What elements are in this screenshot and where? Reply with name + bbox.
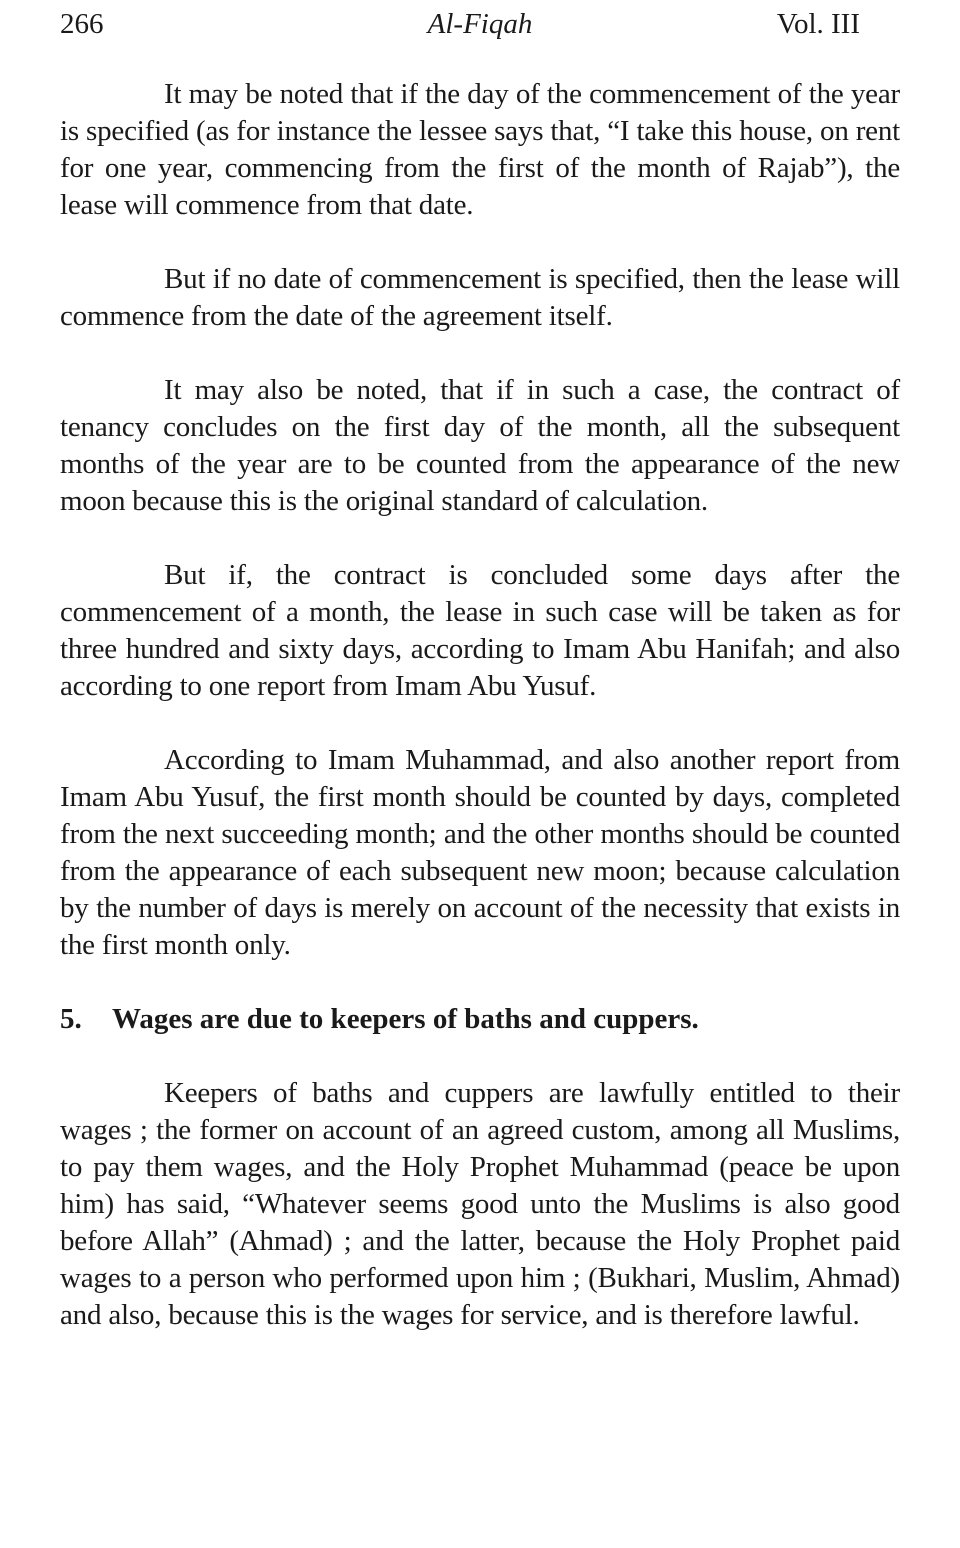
paragraph-keepers-of-baths: Keepers of baths and cuppers are lawfully entitled to their wages ; the former on account of an agreed custom, among all Muslims, to pay them wages, and the Holy Prophet Muhammad (peace be upon him) has said, “Whatever seems good unto the Muslims is also good before Allah” (Ahmad) ; and the latter, because the Holy Prophet paid wages to a person who performed upon him ; (Bukhari, Muslim, Ahmad) and also, because this is the wages for service, and is therefore lawful.: [60, 1077, 900, 1331]
paragraph-no-date-specified: But if no date of commencement is specified, then the lease will commence from the date of the agreement itself.: [60, 263, 900, 332]
paragraph-first-day-of-month: It may also be noted, that if in such a case, the contract of tenancy concludes on the first day of the month, all the subsequent months of the year are to be counted from the appearance of the new moon because this is the original standard of calculation.: [60, 374, 900, 517]
paragraph-days-after-commencement: But if, the contract is concluded some days after the commencement of a month, the lease in such case will be taken as for three hundred and sixty days, according to Imam Abu Hanifah; and also according to one report from Imam Abu Yusuf.: [60, 559, 900, 702]
section-title: Wages are due to keepers of baths and cuppers.: [112, 1003, 699, 1035]
page-header: [60, 4, 900, 44]
section-heading: [60, 1001, 900, 1038]
paragraph-commencement-specified: It may be noted that if the day of the commencement of the year is specified (as for instance the lessee says that, “I take this house, on rent for one year, commencing from the first of the month of Rajab”), the lease will commence from that date.: [60, 78, 900, 221]
book-title: Al-Fiqah: [427, 8, 533, 40]
page-number: 266: [60, 8, 104, 40]
paragraph-imam-muhammad-view: According to Imam Muhammad, and also another report from Imam Abu Yusuf, the first month should be counted by days, completed from the next succeeding month; and the other months should be counted from the appearance of each subsequent new moon; because calculation by the number of days is merely on account of the necessity that exists in the first month only.: [60, 744, 900, 961]
page-body: [60, 76, 900, 1334]
section-number: 5.: [60, 1003, 82, 1035]
volume-label: Vol. III: [776, 8, 860, 40]
